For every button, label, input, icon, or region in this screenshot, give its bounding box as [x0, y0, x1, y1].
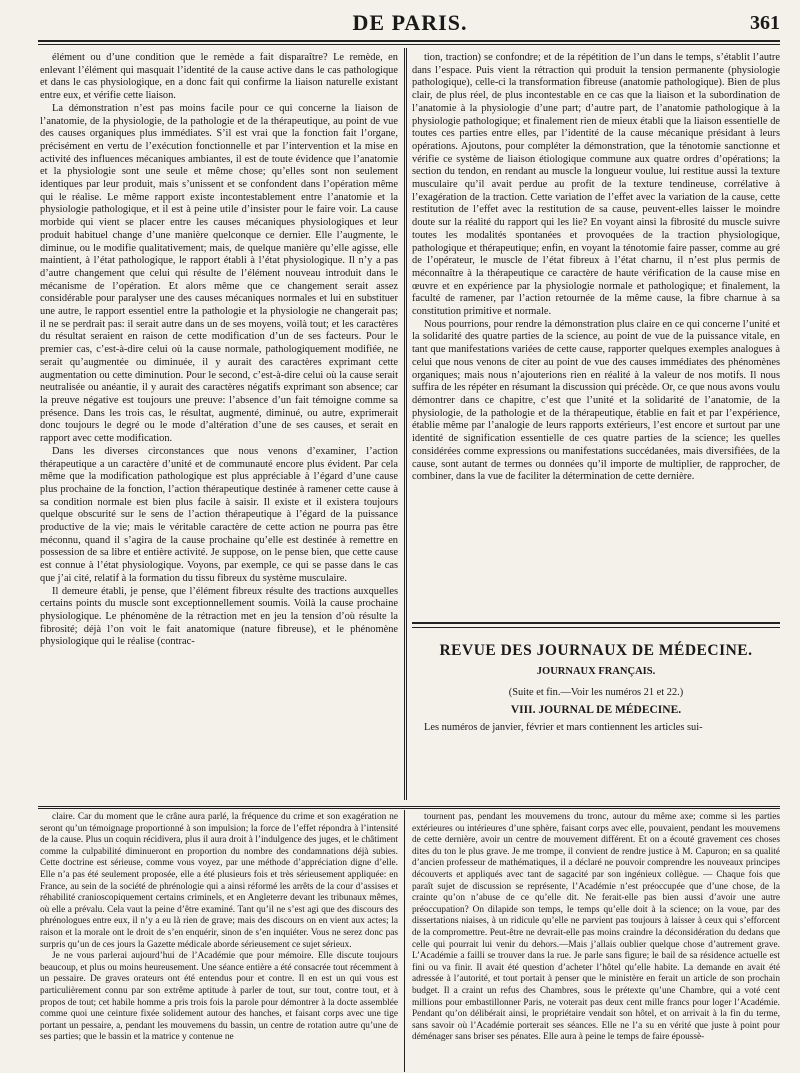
header-rule-thin	[38, 44, 780, 45]
paragraph: claire. Car du moment que le crâne aura parlé, la fréquence du crime et son exagération ne seront qu’un témoignage proportionné à son impulsion; la force de l’effet répondra à l’intensité de la cause. Plus un coquin récidivera, plus il aura droit à l’indulgence des juges, et le châtiment comme la culpabilité diminueront en proportion du nombre des condamnations déjà subies. Cette doctrine est sérieuse, comme vous voyez, par une méthode d’appréciation digne d’elle. Elle n’a pas été seulement proposée, elle a été plusieurs fois et très sérieusement appliquée: en France, au sein de la société de phrénologie qui a ainsi réformé les arrêts de la cour d’assises et réhabilité cranioscopiquement certains criminels, et en Angleterre devant les tribunaux mêmes, où elle a prévalu. Cela vaut la peine d’être examiné. Tant qu’il ne s’est agi que des discours des phrénologues entre eux, il n’y a eu là rien de grave; mais des discours on en vient aux actes; la raison et la morale ont le droit de s’en enquérir, sinon de s’en inquiéter. Vous ne serez donc pas surpris qu’un de ces jours la Gazette médicale aborde sérieusement ce sujet sérieux.	[40, 812, 398, 950]
paragraph: Nous pourrions, pour rendre la démonstration plus claire en ce qui concerne l’unité et la solidarité des quatre parties de la science, au point de vue de la puissance vitale, en tant que manifestations variées de cette cause, rapporter quelques exemples analogues à celui que nous venons de citer au point de vue des causes immédiates des phénomènes organiques; mais nous n’ajouterions rien en réalité à la valeur de nos motifs. Il nous suffira de les répéter en résumant la discussion qui précède. Or, ce que nous avons voulu démontrer dans ce chapitre, c’est que l’unité et la solidarité de l’anatomie, de la physiologie, de la pathologie et de la thérapeutique, établie en fait et par l’expérience, établie même par l’analogie de leurs rapports extérieurs, l’est encore et surtout par une identité de signification essentielle de ces quatre parties de la science; les quelles considérées comme expressions ou manifestations succédanées, mais diversifiées, de la cause, sont autant de termes ou données qu’il importe de multiplier, de rapprocher, de combiner, dans la vue de faciliter la détermination de cette dernière.	[412, 318, 780, 483]
column-divider-bottom	[404, 810, 405, 1072]
header-rule	[38, 40, 780, 42]
feuilleton-divider	[38, 806, 780, 809]
paragraph: Dans les diverses circonstances que nous venons d’examiner, l’action thérapeutique a un caractère d’unité et de communauté encore plus évident. Par cela même que la modification pathologique est plus appréciable à l’égard d’une cause plus prochaine de la fonction, l’action thérapeutique destinée à ramener cette cause à sa condition normale est bien plus facile à saisir. Il existe et il existera toujours quelque obscurité sur le sens de l’action thérapeutique à l’égard de la puissance productive de la vie; mais le véritable caractère de cette action ne pourra pas être méconnu, quand il s’agira de la cause prochaine qu’elle est destinée à remettre en possession de sa libre et entière activité. Je suppose, on le pense bien, que cette cause est connue à l’état physiologique. Voyons, par exemple, ce qui se passe dans le cas que j’ai cité, relatif à la formation du tissu fibreux du système musculaire.	[40, 445, 398, 584]
page-header	[40, 10, 780, 42]
column-left-bottom	[40, 812, 398, 1070]
paragraph: tournent pas, pendant les mouvemens du tronc, autour du même axe; comme si les parties extérieures ou intérieures d’une sphère, faisant corps avec elle, pouvaient, pendant les mouvemens de cette dernière, avoir un centre de mouvement différent. Et on a écouté gravement ces choses dites du ton le plus grave. Je me trompe, il convient de rendre justice à M. Capuron; en sa qualité d’ancien professeur de mathématiques, il a déclaré ne pouvoir comprendre les nouveaux principes découverts et appliqués avec tant de sagacité par son ingénieux collègue. — Chaque fois que paraît sujet de discussion se représente, l’Académie n’est préoccupée que d’une chose, de la crainte qu’on n’abuse de ce qu’elle dit. Ne ferait-elle pas bien aussi d’avoir une autre préoccupation? On dilapide son temps, le temps qu’elle doit à la science; on la voue, par des dissertations niaises, à un ridicule qu’elle ne parvient pas toujours à laisser à ceux qui s’efforcent de la compromettre. Peut-être ne devrait-elle pas moins craindre la déconsidération du dedans que celle qui pourrait lui venir du dehors.—Mais j’allais oublier quelque chose d’autrement grave. L’Académie a failli se trouver dans la rue. Je parle sans figure; le bail de sa résidence actuelle est fini ou va finir. Il avait été question d’acheter l’hôtel qu’elle habite. La demande en avait été adressée à l’autorité, et tout portait à penser que le ministère en ferait un article de son prochain budget. Il a craint un refus des Chambres, sous le prétexte qu’une Chambre, qui a voté cent millions pour embastillonner Paris, ne voterait pas deux cent mille francs pour loger l’Académie. Pendant qu’on délibérait ainsi, le propriétaire vendait son hôtel, et on arrivait à la fin du terme, sans savoir où l’Académie porterait ses séances. Elle ne l’a su en vérité que juste à point pour déménager sans briser ses pénates. Elle aura à peine le temps de faire époussè-	[412, 812, 780, 1043]
section-rule-thin	[412, 627, 780, 628]
journal-heading: VIII. JOURNAL DE MÉDECINE.	[510, 704, 682, 716]
paragraph: Il demeure établi, je pense, que l’élément fibreux résulte des tractions auxquelles certains points du muscle sont exceptionnellement soumis. Voilà la cause prochaine physiologique. Le phénomène de la rétraction met en jeu la tension d’où résulte la fibrosité; déjà l’on voit le fait anatomique (nature fibreuse), et le phénomène physiologique qui le réalise (contrac-	[40, 585, 398, 648]
section-title: REVUE DES JOURNAUX DE MÉDECINE.	[439, 642, 753, 659]
section-subtitle: JOURNAUX FRANÇAIS.	[536, 666, 656, 677]
page-number: 361	[750, 12, 780, 34]
column-right-bottom	[412, 812, 780, 1070]
section-rule	[412, 622, 780, 624]
running-title: DE PARIS.	[352, 10, 468, 35]
column-divider	[404, 48, 407, 800]
column-right-top	[412, 52, 780, 618]
section-intro: Les numéros de janvier, février et mars contiennent les articles sui-	[424, 722, 703, 733]
paragraph: tion, traction) se confondre; et de la répétition de l’un dans le temps, s’établit l’autre dans l’espace. Puis vient la rétraction qui produit la tension permanente (physiologie pathologique), celle-ci la transformation fibreuse (anatomie pathologique). Bien de plus clair, de plus réel, de plus incontestable en ce cas que la liaison et la subordination de l’anatomie à la physiologie d’une part; d’autre part, de l’anatomie pathologique à la physiologie pathologique; et finalement rien de mieux établi que la liaison essentielle de toutes ces parties entre elles, par l’identité de la cause mécanique présidant à leurs opérations. Ajoutons, pour compléter la démonstration, que la ténotomie sanctionne et vérifie ce système de liaison étiologique commune aux quatre ordres d’opérations; la section du tendon, en rendant au muscle la longueur voulue, lui restitue aussi la texture musculaire qu’il avait perdue au profit de la texture tendineuse, corrélative à l’exagération de la traction. Cette variation de l’effet avec la variation de la cause, cette restitution de l’effet avec la restitution de sa cause, peuvent-elles laisser le moindre doute sur la réalité du rapport qui les lie? En voyant ainsi la fibrosité du muscle suivre toutes les modalités spontanées et provoquées de la traction physiologique, pathologique et thérapeutique; enfin, en voyant la ténotomie faire passer, comme au gré de l’opérateur, le muscle de l’état fibreux à l’état charnu, il n’est plus permis de méconnaître à la thérapeutique ce caractère de haute vérification de la cause mise en œuvre et en expérience par la physiologie normale et pathologique; et finalement, la faculté de ramener, par l’action retournée de la même cause, la fibre charnue à sa constitution primitive et normale.	[412, 52, 780, 318]
paragraph: La démonstration n’est pas moins facile pour ce qui concerne la liaison de l’anatomie, de la physiologie, de la pathologie et de la thérapeutique, au point de vue des causes organiques plus immédiates. S’il est vrai que la fonction fait l’organe, précisément en vertu de l’exécution fonctionnelle et par l’intervention et la mise en activité des influences mécaniques ambiantes, il est de toute évidence que l’anatomie et la physiologie sont une seule et même chose; qu’elles sont non seulement identiques par leur produit, mais s’unissent et se confondent dans l’opération même qui le réalise. Le même rapport existe incontestablement entre l’anatomie et la physiologie pathologique, et il est à peine utile d’insister pour le faire voir. La cause morbide qui vient se placer entre les causes mécaniques physiologiques et leur produit habituel change d’une manière quelconque ce dernier. Elle l’augmente, le diminue, ou le modifie qualitativement; mais, de quelque manière qu’elle agisse, elle maintient, à l’état pathologique, le rapport établi à l’état physiologique. Il n’y a pas d’autre changement que celui qui résulte de l’élément nouveau introduit dans le mécanisme de l’opération. Et alors même que ce changement serait assez considérable pour paralyser une des causes mécaniques normales et lui en substituer une autre, le rapport essentiel entre la pathologie et la physiologie ne changerait pas; il ne se perdrait pas: il serait autre dans un de ses moyens, voilà tout; et les caractères du résultat seraient en raison de cette modification d’un de ses facteurs. Pour le premier cas, c’est-à-dire celui où la cause normale, pathologiquement modifiée, ne serait qu’augmentée ou diminuée, il y aurait des caractères exprimant cette augmentation ou cette diminution. Pour le second, c’est-à-dire celui où la cause serait neutralisée ou anéantie, il y aurait des caractères négatifs exprimant son absence; car la preuve négative est toujours une preuve: l’absence d’un fait témoigne comme sa présence. Dans les trois cas, le résultat, augmenté, diminué, ou autre, exprimerait donc toujours le degré ou le mode d’altération d’une de ses causes, et serait en rapport avec cette modification.	[40, 102, 398, 445]
journal-review-section	[412, 622, 780, 800]
paragraph: Je ne vous parlerai aujourd’hui de l’Académie que pour mémoire. Elle discute toujours beaucoup, et plus ou moins heureusement. Une séance entière a été consacrée tout récemment à un pessaire. De graves orateurs ont été entendus pour et contre. Il en est un qui vous est particulièrement connu par son extrême aptitude à parler de tout, sur tout, contre tout, et à propos de tout; cet habile homme a pris trois fois la parole pour démontrer à la docte assemblée comme quoi une ceinture fixée solidement autour des hanches, et faisant corps avec une tige portant un pessaire, a, pendant les mouvemens du bassin, un centre de rotation autre qu’une de ses parties; que le bassin et la matrice y contenue ne	[40, 951, 398, 1043]
section-note: (Suite et fin.—Voir les numéros 21 et 22.)	[508, 687, 684, 698]
column-left-top	[40, 52, 398, 800]
paragraph: élément ou d’une condition que le remède a fait disparaître? Le remède, en enlevant l’élément qui masquait l’identité de la cause active dans le cas pathologique et dans le cas physiologique, en a donc fait qui confirme la liaison naturelle existant entre eux, et vérifie cette liaison.	[40, 52, 398, 102]
